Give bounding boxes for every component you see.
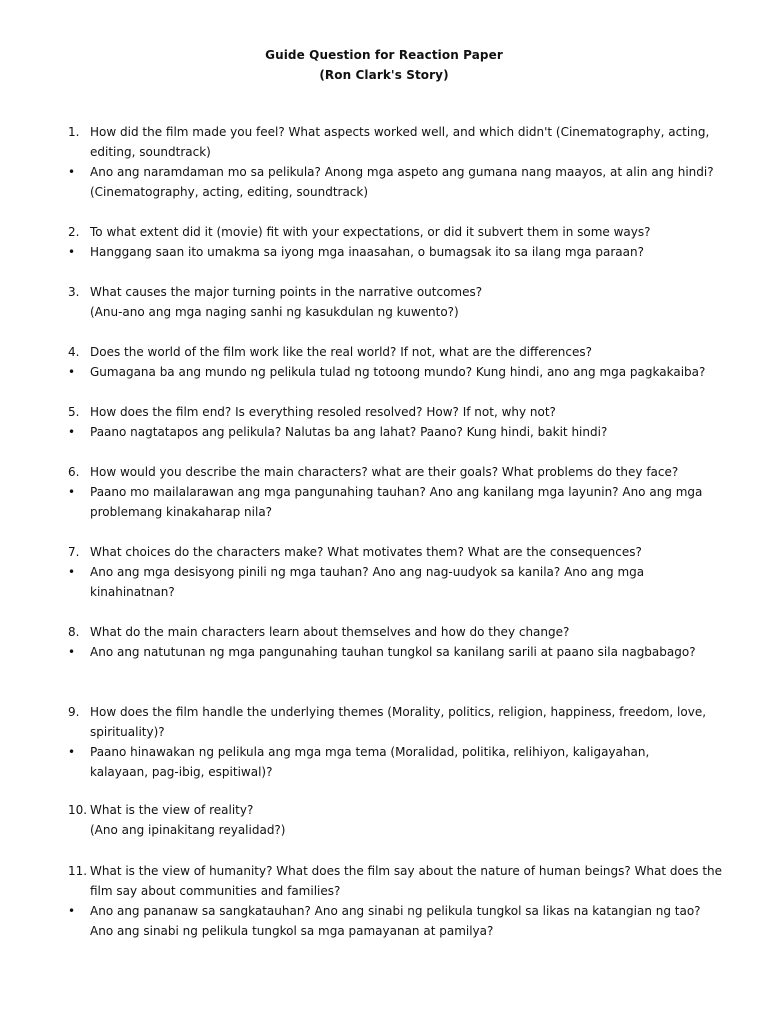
translation-text: Ano ang natutunan ng mga pangunahing tauhan tungkol sa kanilang sarili at paano sila nagbabago? — [90, 645, 696, 659]
translation-text: Paano hinawakan ng pelikula ang mga mga tema (Moralidad, politika, relihiyon, kaligayahan, — [90, 745, 650, 759]
translation-text: Gumagana ba ang mundo ng pelikula tulad ng totoong mundo? Kung hindi, ano ang mga pagkakaiba? — [90, 365, 706, 379]
question-text: (Anu-ano ang mga naging sanhi ng kasukdulan ng kuwento?) — [90, 305, 459, 319]
bullet-icon: • — [68, 565, 76, 579]
translation-text: Paano nagtatapos ang pelikula? Nalutas ba ang lahat? Paano? Kung hindi, bakit hindi? — [90, 425, 608, 439]
question-number: 9. — [68, 705, 80, 719]
translation-text: Ano ang pananaw sa sangkatauhan? Ano ang sinabi ng pelikula tungkol sa likas na katangian ng tao? — [90, 904, 701, 918]
translation-text: Hanggang saan ito umakma sa iyong mga inaasahan, o bumagsak ito sa ilang mga paraan? — [90, 245, 644, 259]
question-text: What is the view of reality? — [90, 803, 254, 817]
bullet-icon: • — [68, 425, 76, 439]
question-text: How does the film end? Is everything resoled resolved? How? If not, why not? — [90, 405, 556, 419]
translation-text: kalayaan, pag-ibig, espitiwal)? — [90, 765, 273, 779]
translation-text: kinahinatnan? — [90, 585, 175, 599]
bullet-icon: • — [68, 645, 76, 659]
question-number: 11. — [68, 864, 88, 878]
bullet-icon: • — [68, 745, 76, 759]
question-text: What causes the major turning points in the narrative outcomes? — [90, 285, 483, 299]
question-text: What do the main characters learn about themselves and how do they change? — [90, 625, 570, 639]
translation-text: (Cinematography, acting, editing, soundtrack) — [90, 185, 369, 199]
question-number: 1. — [68, 125, 80, 139]
bullet-icon: • — [68, 904, 76, 918]
question-number: 2. — [68, 225, 80, 239]
page-subtitle: (Ron Clark's Story) — [319, 68, 449, 82]
translation-text: problemang kinakaharap nila? — [90, 505, 273, 519]
question-text: editing, soundtrack) — [90, 145, 211, 159]
question-number: 7. — [68, 545, 80, 559]
question-number: 8. — [68, 625, 80, 639]
page-title: Guide Question for Reaction Paper — [265, 48, 503, 62]
question-text: To what extent did it (movie) fit with your expectations, or did it subvert them in some ways? — [90, 225, 651, 239]
question-text: How does the film handle the underlying themes (Morality, politics, religion, happiness, freedom, love, — [90, 705, 707, 719]
question-text: film say about communities and families? — [90, 884, 341, 898]
question-text: How would you describe the main characters? what are their goals? What problems do they face? — [90, 465, 679, 479]
question-number: 5. — [68, 405, 80, 419]
question-text: Does the world of the film work like the real world? If not, what are the differences? — [90, 345, 592, 359]
question-number: 10. — [68, 803, 88, 817]
question-number: 3. — [68, 285, 80, 299]
document-header — [0, 45, 768, 85]
question-number: 4. — [68, 345, 80, 359]
translation-text: Ano ang naramdaman mo sa pelikula? Anong mga aspeto ang gumana nang maayos, at alin ang hindi? — [90, 165, 714, 179]
translation-text: Ano ang sinabi ng pelikula tungkol sa mga pamayanan at pamilya? — [90, 924, 494, 938]
question-number: 6. — [68, 465, 80, 479]
translation-text: Paano mo mailalarawan ang mga pangunahing tauhan? Ano ang kanilang mga layunin? Ano ang mga — [90, 485, 703, 499]
question-text: How did the film made you feel? What aspects worked well, and which didn't (Cinematography, acting, — [90, 125, 710, 139]
translation-text: Ano ang mga desisyong pinili ng mga tauhan? Ano ang nag-uudyok sa kanila? Ano ang mga — [90, 565, 645, 579]
question-text: (Ano ang ipinakitang reyalidad?) — [90, 823, 286, 837]
question-text: spirituality)? — [90, 725, 165, 739]
question-text: What is the view of humanity? What does the film say about the nature of human beings? What does the — [90, 864, 723, 878]
question-text: What choices do the characters make? What motivates them? What are the consequences? — [90, 545, 642, 559]
bullet-icon: • — [68, 485, 76, 499]
bullet-icon: • — [68, 365, 76, 379]
bullet-icon: • — [68, 165, 76, 179]
bullet-icon: • — [68, 245, 76, 259]
